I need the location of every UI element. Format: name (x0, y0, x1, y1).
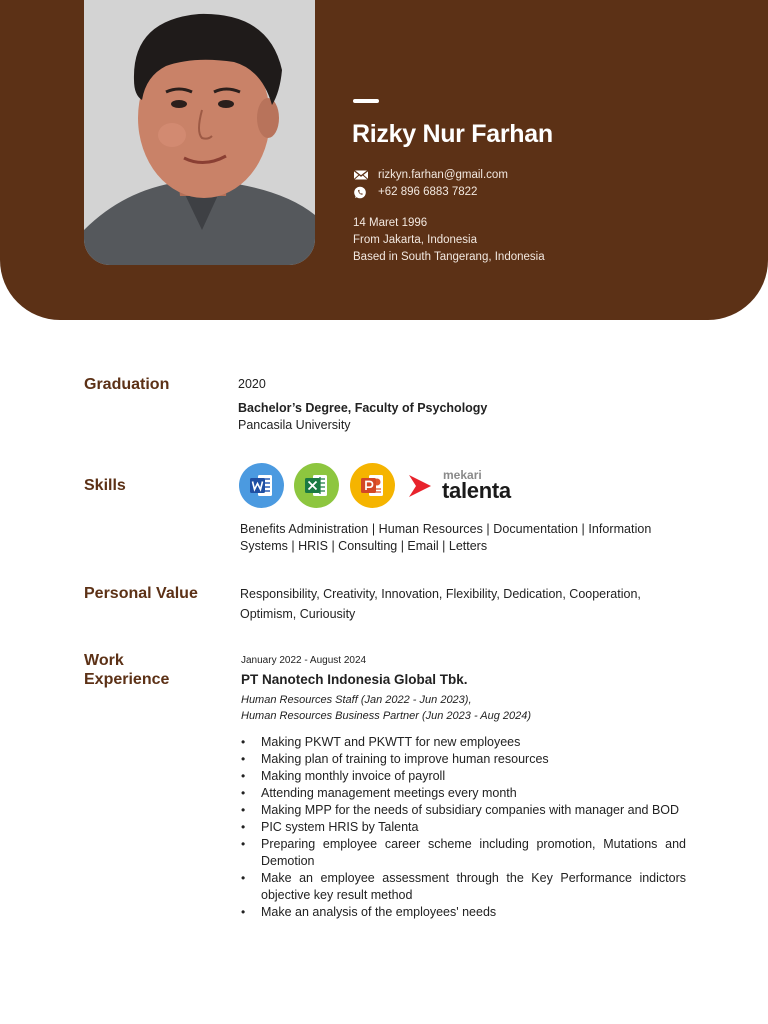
origin: From Jakarta, Indonesia (353, 234, 478, 246)
talenta-logo (407, 466, 537, 506)
powerpoint-icon (350, 463, 395, 508)
accent-bar (353, 99, 379, 103)
work-label-line1: Work (84, 652, 124, 669)
mail-icon (353, 169, 369, 181)
residence: Based in South Tangerang, Indonesia (353, 251, 545, 263)
graduation-year: 2020 (238, 377, 266, 391)
work-label-line2: Experience (84, 671, 170, 688)
skills-list-line1: Benefits Administration | Human Resources | Documentation | Information (240, 522, 652, 536)
talenta-logo-mekari: mekari (443, 468, 482, 482)
work-period: January 2022 - August 2024 (241, 655, 367, 666)
personal-value-label: Personal Value (84, 585, 198, 602)
list-item: • Making plan of training to improve human resources (240, 751, 686, 768)
phone-text[interactable]: +62 896 6883 7822 (378, 186, 478, 198)
skills-label: Skills (84, 477, 126, 494)
list-item: • Make an employee assessment through the Key Performance indictors objective key result method (240, 870, 686, 904)
word-icon (239, 463, 284, 508)
role-1: Human Resources Staff (Jan 2022 - Jun 2023), (241, 694, 472, 706)
list-item: • Attending management meetings every month (240, 785, 686, 802)
list-item: • Making PKWT and PKWTT for new employees (240, 734, 686, 751)
email-text[interactable]: rizkyn.farhan@gmail.com (378, 169, 508, 181)
graduation-label: Graduation (84, 376, 170, 393)
phone-row (353, 186, 477, 198)
talenta-chevron-icon (407, 471, 439, 501)
company-name: PT Nanotech Indonesia Global Tbk. (241, 672, 468, 687)
profile-photo (84, 0, 315, 265)
list-item: • Making MPP for the needs of subsidiary companies with manager and BOD (240, 802, 686, 819)
list-item: • Make an analysis of the employees' needs (240, 904, 686, 921)
role-2: Human Resources Business Partner (Jun 2023 - Aug 2024) (241, 710, 532, 722)
degree: Bachelor’s Degree, Faculty of Psychology (238, 401, 488, 415)
list-item: • Preparing employee career scheme including promotion, Mutations and Demotion (240, 836, 686, 870)
university: Pancasila University (238, 418, 351, 432)
personal-value-line1: Responsibility, Creativity, Innovation, Flexibility, Dedication, Cooperation, (240, 587, 641, 601)
list-item: • Making monthly invoice of payroll (240, 768, 686, 785)
whatsapp-icon (353, 186, 369, 198)
excel-icon (294, 463, 339, 508)
talenta-logo-brand: talenta (442, 478, 511, 503)
task-list (240, 734, 686, 921)
birth-date: 14 Maret 1996 (353, 217, 428, 229)
list-item: • PIC system HRIS by Talenta (240, 819, 686, 836)
email-row (353, 169, 508, 181)
skills-list-line2: Systems | HRIS | Consulting | Email | Letters (240, 539, 488, 553)
personal-value-line2: Optimism, Curiousity (240, 607, 356, 621)
candidate-name: Rizky Nur Farhan (352, 120, 553, 148)
